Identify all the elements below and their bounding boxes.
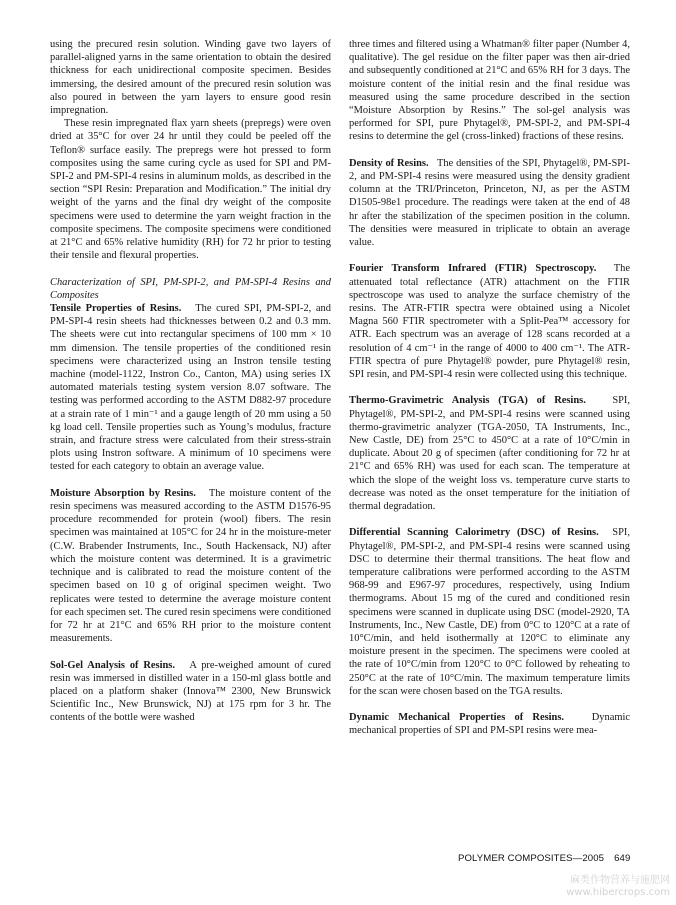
solgel-body: A pre-weighed amount of cured resin was immersed in distilled water in a 150-ml glass bottle and placed on a platform shaker (Innova™ 2300, New Brunswick Scientific Inc., New Brunswick, NJ) at 175 rpm for 3 hr. The contents of the bottle were washed — [50, 659, 332, 724]
paragraph-prepregs: These resin impregnated flax yarn sheets (prepregs) were oven dried at 35°C for over 24 hr until they could be peeled off the Teflon® surface easily. The prepregs were hot pressed to form composites using the same curing cycle as used for SPI and PM-SPI-2 and PM-SPI-4 resins in aluminum molds, as described in the section “SPI Resin: Preparation and Modification.” The initial dry weight of the yarns and the final dry weight of the composite specimens were used to determine the yarn weight fraction in the composite specimens. The composite specimens were conditioned at 21°C and 65% relative humidity (RH) for 72 hr prior to testing their tensile and flexural properties. — [50, 118, 331, 262]
section-moisture — [50, 487, 331, 645]
moisture-body: The moisture content of the resin specimens was measured according to the ASTM D1576-95 procedure recommended for protein (wool) fibers. The resin specimen was maintained at 105°C for 24 hr in the moisture-meter (C.W. Brabender Instruments, Inc., South Hackensack, NJ) after which the moisture content was determined. It is a gravimetric technique and is calibrated to read the moisture content of the specimen based on 10 g of original specimen weight. Two replicates were tested to determine the average moisture content for each specimen set. The cured resin specimens were conditioned for 72 hr at 21°C and 65% RH prior to the moisture content measurements. — [50, 487, 332, 645]
running-footer — [458, 853, 630, 864]
ftir-body: The attenuated total reflectance (ATR) attachment on the FTIR spectroscope was used to analyze the surface chemistry of the resins. The ATR-FTIR spectra were obtained using a Nicolet Magna 560 FTIR spectrometer with a Split-Pea™ accessory for ATR. Each spectrum was an average of 128 scans recorded at a resolution of 4 cm⁻¹ in the range of 4000 to 400 cm⁻¹. The ATR-FTIR spectra of pure Phytagel® powder, pure Phytagel® resin, SPI resin, and PM-SPI-4 resin were collected using this technique. — [349, 263, 630, 381]
section-ftir — [349, 262, 630, 381]
section-solgel — [50, 659, 331, 725]
run-in-heading-tga: Thermo-Gravimetric Analysis (TGA) of Resins. — [349, 395, 586, 407]
paragraph-solgel-continued: three times and filtered using a Whatman® filter paper (Number 4, qualitative). The gel residue on the filter paper was then air-dried and subsequently conditioned at 21°C and 65% RH for 3 days. The moisture content of the initial resin and the final residue was measured using the same procedure described in the section “Moisture Absorption by Resins.” The sol-gel analysis was performed for SPI, pure Phytagel®, PM-SPI-2, and PM-SPI-4 resins to determine the gel (cross-linked) fractions of these resins. — [349, 39, 630, 143]
run-in-heading-dsc: Differential Scanning Calorimetry (DSC) of Resins. — [349, 527, 599, 539]
run-in-heading-tensile: Tensile Properties of Resins. — [50, 303, 182, 315]
dma-body: Dynamic mechanical properties of SPI and PM-SPI resins were mea- — [349, 712, 630, 737]
run-in-heading-moisture: Moisture Absorption by Resins. — [50, 487, 196, 499]
tensile-body: The cured SPI, PM-SPI-2, and PM-SPI-4 resin sheets had thicknesses between 0.2 and 0.3 mm. The sheets were cut into rectangular specimens of 100 mm × 10 mm dimension. The tensile properties of the conditioned resin specimens were characterized using an Instron tensile testing machine (model-1122, Instron Co., Canton, MA) using series IX automated materials testing system version 8.07 software. The testing was performed according to the ASTM D882-97 procedure at a strain rate of 1 min⁻¹ and a gauge length of 20 mm using a 50 kg load cell. Tensile properties such as Young’s modulus, fracture strain, and fracture stress were calculated from their stress-strain plots using Instron software. A minimum of 10 specimens were tested for each category to obtain an average value. — [50, 303, 331, 473]
left-column — [50, 38, 331, 725]
section-density — [349, 157, 630, 249]
section-dsc — [349, 526, 630, 698]
site-watermark — [566, 875, 670, 899]
subsection-heading: Characterization of SPI, PM-SPI-2, and PM-SPI-4 Resins and Composites — [50, 276, 331, 301]
journal-name: POLYMER COMPOSITES—2005 — [458, 853, 605, 864]
tga-body: SPI, Phytagel®, PM-SPI-2, and PM-SPI-4 resins were scanned using thermo-gravimetric analyzer (TGA-2050, TA Instruments, Inc., New Castle, DE) from 25°C to 450°C at a rate of 10°C/min in duplicate. About 20 g of specimen (after conditioning for 72 hr at 21°C and 65% RH) was used for each scan. The temperature at which the slope of the weight loss vs. temperature curve starts to decrease was noted as the onset temperature for the initiation of thermal degradation. — [349, 395, 631, 513]
run-in-heading-solgel: Sol-Gel Analysis of Resins. — [50, 659, 175, 671]
section-tensile — [50, 302, 331, 474]
page-number: 649 — [614, 853, 631, 864]
dsc-body: SPI, Phytagel®, PM-SPI-2, and PM-SPI-4 resins were scanned using DSC to determine their thermal transitions. The heat flow and temperature calibrations were performed according to the ASTM 968-99 and E967-97 procedures, respectively, using Indium thermograms. About 15 mg of the cured and conditioned resin specimens were scanned in duplicate using DSC (model-2920, TA Instruments, Inc., New Castle, DE) from 0°C to 120°C at a rate of 10°C/min, and held isothermally at 120°C to eliminate any moisture present in the specimen. The specimens were cooled at the rate of 10°C/min from 120°C to 0°C followed by reheating to 250°C at the rate of 10°C/min. The maximum temperature limits for the scan were chosen based on the TGA results. — [349, 527, 630, 697]
section-dma — [349, 711, 630, 737]
paragraph-continuation: using the precured resin solution. Winding gave two layers of parallel-aligned yarns in the same orientation to obtain the desired thickness for each unidirectional composite specimen. Besides immersing, the desired amount of the precured resin solution was also poured in between the yarn layers to ensure good resin impregnation. — [50, 39, 331, 117]
density-body: The densities of the SPI, Phytagel®, PM-SPI-2, and PM-SPI-4 resins were measured using the density gradient column at the TRI/Princeton, Princeton, NJ, as per the ASTM D1505-98e1 procedure. The readings were taken at the end of 48 hr after the stabilization of the specimen position in the column. The densities were measured in triplicate to obtain an average value. — [349, 157, 631, 249]
run-in-heading-dma: Dynamic Mechanical Properties of Resins. — [349, 712, 565, 724]
section-tga — [349, 394, 630, 513]
run-in-heading-density: Density of Resins. — [349, 157, 429, 169]
watermark-chinese: 麻类作物营养与施肥网 — [570, 875, 670, 886]
run-in-heading-ftir: Fourier Transform Infrared (FTIR) Spectroscopy. — [349, 263, 597, 275]
right-column — [349, 38, 630, 738]
watermark-url: www.hibercrops.com — [566, 887, 670, 898]
